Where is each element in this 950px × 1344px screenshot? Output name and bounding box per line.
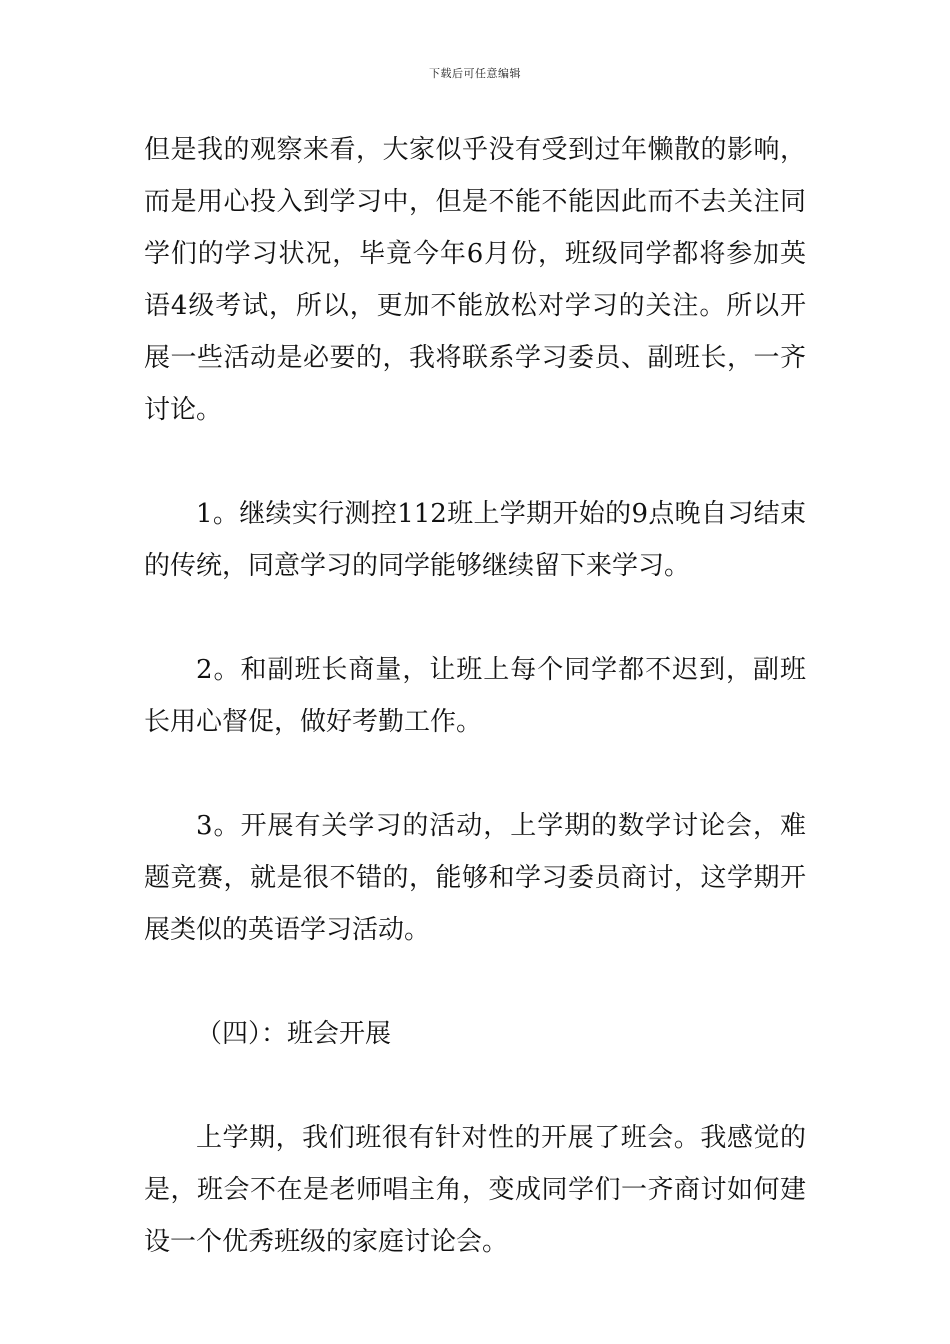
list-item-2: 2。和副班长商量，让班上每个同学都不迟到，副班长用心督促，做好考勤工作。 (144, 655, 806, 737)
list-item-1: 1。继续实行测控112班上学期开始的9点晚自习结束的传统，同意学习的同学能够继续留下来学习。 (144, 499, 806, 581)
list-item-3: 3。开展有关学习的活动，上学期的数学讨论会，难题竞赛，就是很不错的，能够和学习委员商讨，这学期开展类似的英语学习活动。 (144, 811, 806, 945)
paragraph-gap (144, 592, 806, 644)
section-heading: （四）：班会开展 (196, 1019, 392, 1049)
page-header: 下载后可任意编辑 (429, 67, 521, 80)
paragraph-gap (144, 436, 806, 488)
paragraph-gap (144, 956, 806, 1008)
paragraph-observation: 但是我的观察来看，大家似乎没有受到过年懒散的影响，而是用心投入到学习中，但是不能不能因此而不去关注同学们的学习状况，毕竟今年6月份，班级同学都将参加英语4级考试，所以，更加不能放松对学习的关注。所以开展一些活动是必要的，我将联系学习委员、副班长，一齐讨论。 (144, 135, 806, 425)
paragraph-gap (144, 748, 806, 800)
document-body (144, 124, 806, 1268)
paragraph-class-meeting: 上学期，我们班很有针对性的开展了班会。我感觉的是，班会不在是老师唱主角，变成同学们一齐商讨如何建设一个优秀班级的家庭讨论会。 (144, 1123, 806, 1257)
paragraph-gap (144, 1060, 806, 1112)
